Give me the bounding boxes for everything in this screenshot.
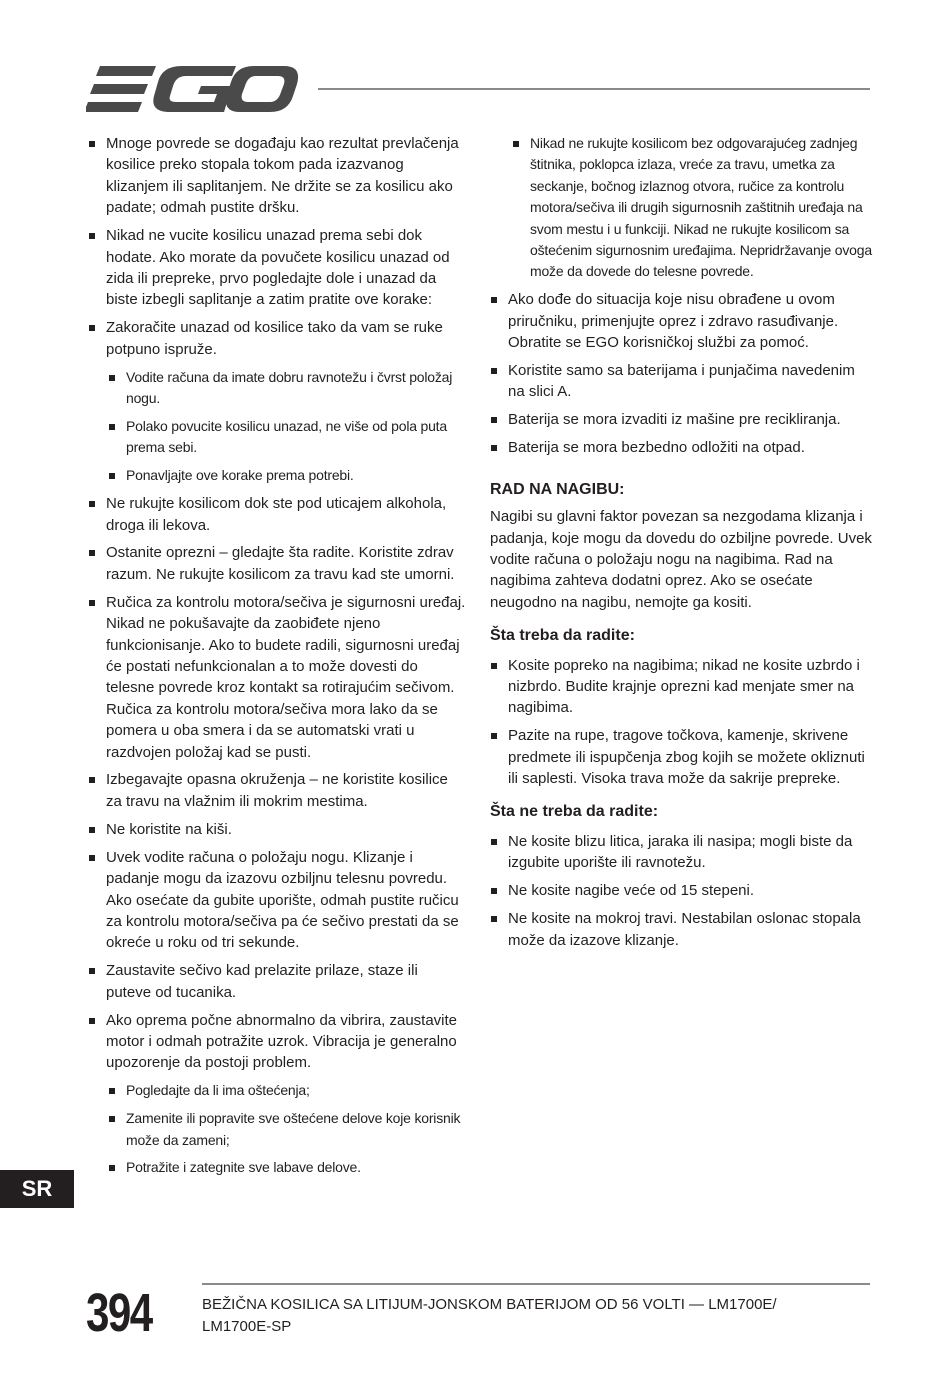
sub-list-item: Pogledajte da li ima oštećenja; — [108, 1080, 466, 1101]
list-item: Izbegavajte opasna okruženja – ne koristite kosilice za travu na vlažnim ili mokrim mestima. — [88, 769, 466, 812]
list-item: Ako dođe do situacija koje nisu obrađene u ovom priručniku, primenjujte oprez i zdravo rasuđivanje. Obratite se EGO korisničkoj službi za pomoć. — [490, 289, 872, 353]
list-item: Ostanite oprezni – gledajte šta radite. Koristite zdrav razum. Ne rukujte kosilicom za travu kad ste umorni. — [88, 542, 466, 585]
list-item: Ne rukujte kosilicom dok ste pod uticajem alkohola, droga ili lekova. — [88, 493, 466, 536]
footer-title-line: BEŽIČNA KOSILICA SA LITIJUM-JONSKOM BATERIJOM OD 56 VOLTI — LM1700E/ — [202, 1296, 777, 1313]
list-item: Zaustavite sečivo kad prelazite prilaze, staze ili puteve od tucanika. — [88, 960, 466, 1003]
list-item: Mnoge povrede se događaju kao rezultat prevlačenja kosilice preko stopala tokom pada izazvanog klizanjem ili saplitanjem. Ne držite se za kosilicu ako padate; odmah pustite dršku. — [88, 133, 466, 219]
left-column — [88, 133, 466, 1185]
slope-heading: RAD NA NAGIBU: — [490, 480, 625, 498]
sub-list-item: Ponavljajte ove korake prema potrebi. — [108, 465, 466, 486]
list-item: Nikad ne vucite kosilicu unazad prema sebi dok hodate. Ako morate da povučete kosilicu unazad od zida ili prepreke, prvo pogledajte dole i unazad da biste izbegli saplitanje a zatim pratite ove korake: — [88, 225, 466, 311]
right-column — [490, 133, 872, 957]
sub-list-item: Vodite računa da imate dobru ravnotežu i čvrst položaj nogu. — [108, 367, 466, 410]
language-tab: SR — [0, 1170, 74, 1208]
footer-rule — [202, 1283, 870, 1285]
list-item: Ne koristite na kiši. — [88, 819, 466, 840]
page-number: 394 — [86, 1283, 152, 1343]
sub-list-item: Potražite i zategnite sve labave delove. — [108, 1157, 466, 1178]
footer-title-line: LM1700E-SP — [202, 1318, 292, 1335]
list-item: Ne kosite nagibe veće od 15 stepeni. — [490, 880, 872, 901]
dont-heading: Šta ne treba da radite: — [490, 803, 659, 821]
list-item: Zakoračite unazad od kosilice tako da vam se ruke potpuno ispruže. — [88, 317, 466, 360]
list-item: Koristite samo sa baterijama i punjačima navedenim na slici A. — [490, 360, 872, 403]
list-item: Baterija se mora izvaditi iz mašine pre recikliranja. — [490, 409, 872, 430]
list-item: Ako oprema počne abnormalno da vibrira, zaustavite motor i odmah potražite uzrok. Vibracija je generalno upozorenje da postoji problem. — [88, 1010, 466, 1074]
sub-list-item: Zamenite ili popravite sve oštećene delove koje korisnik može da zameni; — [108, 1108, 466, 1151]
list-item: Baterija se mora bezbedno odložiti na otpad. — [490, 437, 872, 458]
list-item: Uvek vodite računa o položaju nogu. Klizanje i padanje mogu da izazovu ozbiljnu telesnu povredu. Ako osećate da gubite uporište, odmah pustite ručicu za kontrolu motora/sečiva pa će sečivo prestati da se okreće u roku od tri sekunde. — [88, 847, 466, 954]
do-heading: Šta treba da radite: — [490, 627, 635, 645]
sub-list-item: Nikad ne rukujte kosilicom bez odgovarajućeg zadnjeg štitnika, poklopca izlaza, vreće za travu, umetka za seckanje, bočnog izlaznog otvora, ručice za kontrolu motora/sečiva ili drugih sigurnosnih zaštitnih uređaja na svom mestu i u funkciji. Nikad ne rukujte kosilicom sa oštećenim sigurnosnim uređajima. Nepridržavanje ovoga može da dovede do telesne povrede. — [512, 133, 872, 283]
header-rule — [318, 88, 870, 90]
list-item: Ručica za kontrolu motora/sečiva je sigurnosni uređaj. Nikad ne pokušavajte da zaobiđete njeno funkcionisanje. Ako to budete radili, sigurnosni uređaj će postati nefunkcionalan a to može dovesti do telesne povrede kroz kontakt sa rotirajućim sečivom. Ručica za kontrolu motora/sečiva mora lako da se pomera u oba smera i da se automatski vrati u razdvojen položaj kad se pusti. — [88, 592, 466, 763]
list-item: Ne kosite blizu litica, jaraka ili nasipa; mogli biste da izgubite uporište ili ravnotežu. — [490, 831, 872, 874]
ego-logo — [86, 64, 300, 114]
list-item: Ne kosite na mokroj travi. Nestabilan oslonac stopala može da izazove klizanje. — [490, 908, 872, 951]
sub-list-item: Polako povucite kosilicu unazad, ne više od pola puta prema sebi. — [108, 416, 466, 459]
list-item: Pazite na rupe, tragove točkova, kamenje, skrivene predmete ili ispupčenja zbog kojih se možete okliznuti ili saplesti. Visoka trava može da sakrije prepreke. — [490, 725, 872, 789]
list-item: Kosite popreko na nagibima; nikad ne kosite uzbrdo i nizbrdo. Budite krajnje oprezni kad menjate smer na nagibima. — [490, 655, 872, 719]
slope-paragraph: Nagibi su glavni faktor povezan sa nezgodama klizanja i padanja, koje mogu da dovedu do ozbiljne povrede. Uvek vodite računa o položaju nogu na nagibima. Rad na nagibima zahteva dodatni oprez. Ako se osećate neugodno na nagibu, nemojte ga kositi. — [490, 508, 872, 611]
footer-title — [202, 1294, 862, 1338]
